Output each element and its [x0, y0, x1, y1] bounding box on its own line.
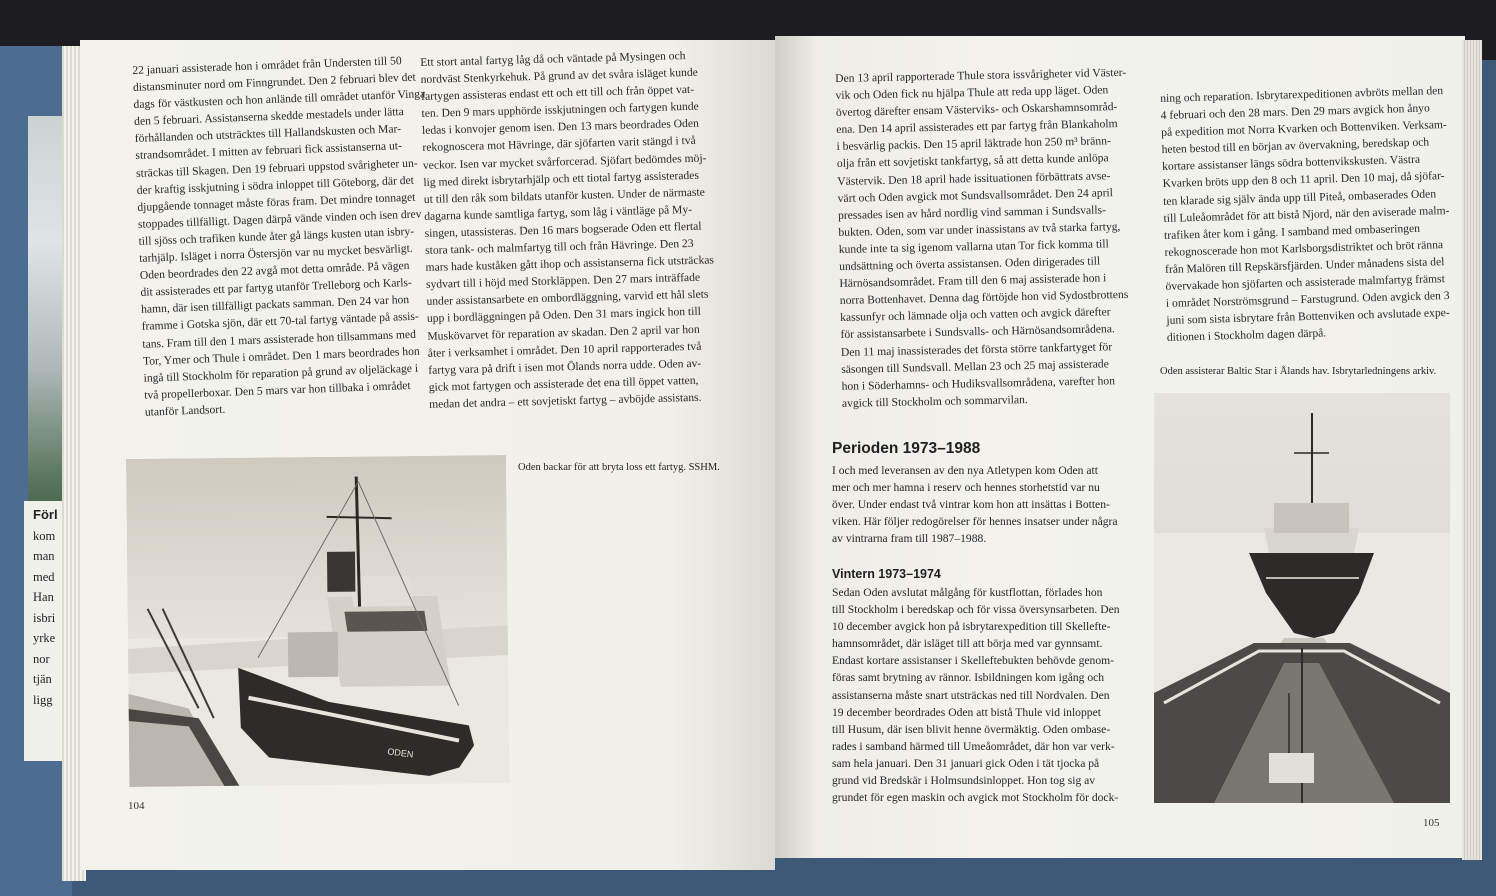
right-col2-line: i området Norströmsgrund – Farstugrund. Oden avgick den 3	[1165, 289, 1450, 311]
right-col1-line: värt och Oden avgick mot Sundsvallsområdet. Den 24 april	[837, 185, 1114, 205]
left-col1-line: djupgående tonnaget måste föras fram. Det mindre tonnaget	[137, 190, 416, 214]
left-col2-line: gick mot fartygen och assisterade det ena till öppet vatten,	[428, 373, 699, 394]
left-col2-line: veckor. Isen var mycket svårforcerad. Sjöfart bedömdes möj-	[422, 151, 707, 172]
left-col2-line: upp i bordläggningen på Oden. Den 31 mars ingick hon till	[426, 305, 702, 326]
right-col1-line: i besvärlig packis. Den 15 april läktrade hon 250 m³ bränn-	[836, 134, 1111, 154]
left-col2-line: Ett stort antal fartyg låg då och väntade på Mysingen och	[420, 49, 686, 69]
right-col1-line: undsättning och överta assistansen. Oden dirigerades till	[838, 254, 1101, 273]
left-col2-line: rekognoscera mot Hävringe, där sjöfarten varit stängd i två	[422, 134, 696, 155]
right-col2-line: Kvarken bröts upp den 8 och 11 april. Den 10 maj, då sjöfar-	[1162, 169, 1445, 191]
right-col1-line: Västervik. Den 18 april hade issituationen förbättrats avse-	[837, 168, 1111, 188]
right-col1-line: Den 11 maj inassisterades det första större tankfartyget för	[840, 339, 1113, 359]
left-col1-line: tans. Fram till den 1 mars assisterade hon tillsammans med	[142, 327, 417, 351]
winter-line: sam hela januari. Den 31 januari gick Oden i tät tjocka på	[832, 756, 1100, 770]
background-book-line: man	[33, 549, 55, 563]
ship-name-label: ODEN	[386, 746, 414, 760]
left-col1-line: Tor, Ymer och Thule i området. Den 1 mars beordrades hon	[142, 344, 420, 368]
left-col2-line: dagarna kunde samtliga fartyg, som låg i väntläge på My-	[424, 202, 693, 223]
period-intro-line: I och med leveransen av den nya Atletypen kom Oden att	[832, 464, 1098, 477]
background-book-line: Han	[33, 590, 54, 604]
winter-line: till Stockholm i beredskap och för vissa översynsarbeten. Den	[832, 603, 1120, 617]
right-col2-line: från Malören till Repskärsfjärden. Under månadens sista del	[1164, 255, 1445, 276]
right-col2-line: 4 februari och den 28 mars. Den 29 mars avgick hon ånyo	[1160, 101, 1430, 123]
left-col1-line: tarhjälp. Isläget i norra Östersjön var nu mycket besvärligt.	[138, 241, 413, 265]
left-col2-line: mars hade kuståken gått ihop och assistanserna fick utsträckas	[425, 253, 715, 275]
right-col1-line: norra Bottenhavet. Denna dag förtöjde hon vid Sydostbrottens	[839, 288, 1129, 308]
right-col1-line: bukten. Oden, som var under inassistans av två starka fartyg,	[838, 219, 1121, 239]
winter-line: Sedan Oden avslutat målgång för kustflottan, förlades hon	[832, 586, 1103, 599]
winter-text	[832, 584, 1137, 806]
oden-assisting-baltic-star-photo	[1154, 393, 1450, 803]
left-col2-line: fartygen assisteras endast ett och ett till och från öppet vat-	[420, 83, 695, 104]
winter-line: till Husum, där isen blivit henne övermäktig. Oden ombase-	[832, 722, 1111, 736]
winter-line: rades i samband härmed till Umeåområdet, där hon var verk-	[832, 739, 1115, 753]
right-col2-line: ditionen i Stockholm dagen därpå.	[1166, 326, 1327, 345]
left-col1-line: 22 januari assisterade hon i området från Understen till 50	[132, 54, 402, 77]
background-book-line: isbri	[33, 610, 56, 625]
right-page-edges	[1462, 40, 1482, 860]
left-col1-line: ingå till Stockholm för reparation på grund av oljeläckage i	[143, 361, 419, 385]
left-col1-line: der kraftig isskjutning i södra inloppet till Göteborg, där det	[136, 173, 415, 197]
winter-line: 10 december avgick hon på isbrytarexpedition till Skellefte-	[832, 620, 1111, 634]
right-col2-line: ning och reparation. Isbrytarexpeditionen avbröts mellan den	[1160, 84, 1444, 105]
right-col1-line: avgick till Stockholm och sommarvilan.	[841, 392, 1028, 410]
background-book-line: ligg	[33, 692, 53, 707]
left-page-number: 104	[128, 800, 145, 812]
period-intro-text	[832, 462, 1137, 547]
right-page-number: 105	[1423, 817, 1440, 829]
left-col1-line: framme i Gotska sjön, där ett 70-tal fartyg väntade på assis-	[141, 310, 419, 334]
right-col1-line: säsongen till Sundsvall. Mellan 23 och 25 maj assisterade	[841, 356, 1109, 376]
left-col2-line: sydvart till i höjd med Storkläppen. Den 27 mars inträffade	[425, 270, 701, 292]
left-col1-line: utanför Landsort.	[144, 402, 226, 419]
left-col2-line: singen, utassisteras. Den 16 mars bogserade Oden ett flertal	[424, 219, 702, 240]
left-col1-line: strandsområdet. I mitten av februari fick assistanserna ut-	[135, 139, 403, 163]
left-col1-line: två propellerboxar. Den 5 mars var hon tillbaka i området	[143, 378, 411, 402]
period-intro-line: över. Under endast två vintrar kom hon att insättas i Botten-	[832, 498, 1110, 512]
right-col2-line: till Luleåområdet för att bistå Njord, när den aviserade malm-	[1163, 203, 1450, 225]
left-col2-line: ten. Den 9 mars upphörde isskjutningen och fartygen kunde	[421, 100, 699, 121]
winter-line: föras samt brytning av rännor. Isbildningen kom igång och	[832, 671, 1105, 685]
left-col1-line: sträckas till Skagen. Den 19 februari uppstod svårigheter un-	[135, 156, 418, 180]
right-col1-line: Härnösandsområdet. Fram till den 6 maj assisterade hon i	[839, 271, 1107, 291]
right-col1-line: ena. Den 14 april assisterades ett par fartyg från Blankaholm	[836, 117, 1118, 137]
icebreaker-oden-photo	[126, 455, 509, 787]
background-book-photo	[28, 116, 62, 536]
period-intro-line: av vintrarna fram till 1987–1988.	[832, 532, 987, 546]
right-col1-line: hon i Söderhamns- och Hudiksvallsområdena, varefter hon	[841, 373, 1116, 393]
background-book-line: tjän	[33, 672, 52, 686]
right-photo-caption: Oden assisterar Baltic Star i Ålands hav. Isbrytarledningens arkiv.	[1160, 366, 1437, 377]
right-col2-line: trafiken åter kom i gång. I samband med ombaseringen	[1163, 221, 1421, 242]
left-col1-line: till sjöss och trafiken kunde åter gå längs kusten utan isbry-	[138, 224, 415, 248]
period-intro-line: mer och mer hamna i reserv och hennes storhetstid var nu	[832, 481, 1100, 495]
left-photo-caption: Oden backar för att bryta loss ett fartyg. SSHM.	[518, 462, 720, 473]
winter-line: grund vid Bredskär i Holmsundsinloppet. Hon tog sig av	[832, 774, 1096, 788]
background-book-line: nor	[33, 651, 50, 666]
winter-line: hamnsområdet, där isläget till att börja med var gynnsamt.	[832, 637, 1103, 651]
left-col2-line: stora tank- och malmfartyg till och från Hävringe. Den 23	[424, 236, 694, 257]
left-col1-line: dags för västkusten och hon anlände till området utanför Vinga	[133, 87, 426, 112]
left-col1-line: förhållanden och utsträcktes till Hallandskusten och Mar-	[134, 122, 402, 146]
left-col2-line: ledas i konvojer genom isen. Den 13 mars beordrades Oden	[421, 117, 699, 138]
left-col1-line: distansminuter nord om Finngrundet. Den 2 februari blev det	[132, 70, 417, 95]
left-col1-line: den 5 februari. Assistanserna skedde mestadels under lätta	[133, 105, 405, 129]
left-col1-line: Oden beordrades den 22 avgå mot detta område. På vägen	[139, 259, 410, 282]
right-page-column-2	[1160, 82, 1462, 347]
right-col2-line: på expedition mot Norra Kvarken och Bottenviken. Verksam-	[1161, 118, 1447, 140]
right-page-column-1	[835, 64, 1147, 412]
right-col2-line: övervakade hon sjöfarten och assisterade malmfartyg främst	[1165, 272, 1445, 293]
right-col2-line: heten bestod till en början av övervakning, beredskap och	[1161, 135, 1430, 157]
left-col2-line: lig med direkt isbrytarhjälp och ett tiotal fartyg assisterades	[423, 168, 700, 189]
left-page-column-2	[420, 46, 734, 413]
right-col1-line: olja från ett sovjetiskt tankfartyg, så att detta kunde anlöpa	[836, 151, 1109, 171]
winter-line: assistanserna måste snart utsträckas ned till Nordvalen. Den	[832, 688, 1110, 702]
period-intro-line: viken. Här följer redogörelser för hennes insatser under några	[832, 515, 1118, 529]
left-col2-line: Muskövarvet för reparation av skadan. Den 2 april var hon	[427, 322, 700, 343]
winter-line: 19 december beordrades Oden att bistå Thule vid inloppet	[832, 705, 1101, 719]
background-book-line: med	[33, 569, 55, 584]
right-col2-line: juni som sista isbrytare från Bottenviken och avslutade expe-	[1166, 306, 1450, 328]
right-col1-line: kassunfyr och lämnade olja och vatten och avgick därefter	[840, 305, 1111, 325]
right-col2-line: ten klarade sig själv ända upp till Piteå, ombaserades Oden	[1162, 186, 1437, 208]
right-col1-line: pressades isen av hård nordlig vind samman i Sundsvalls-	[837, 203, 1107, 222]
left-col1-line: stoppades tillfälligt. Dagen därpå vände vinden och isen drev	[137, 207, 422, 231]
right-col1-line: vik och Oden fick nu hjälpa Thule att reda upp läget. Oden	[835, 83, 1109, 103]
right-col2-line: kortare assistanser längs södra bottenvikskusten. Västra	[1161, 153, 1421, 174]
left-col2-line: ut till den råk som bildats utanför kusten. Under de närmaste	[423, 185, 705, 206]
right-col2-line: rekognoscerade hon mot Karlsborgsdistriktet och bröt ränna	[1164, 238, 1444, 259]
heading-period-1973-1988: Perioden 1973–1988	[832, 440, 981, 457]
background-book-heading: Förl	[33, 507, 58, 522]
right-col1-line: Den 13 april rapporterade Thule stora issvårigheter vid Väster-	[835, 65, 1127, 85]
right-col1-line: övertog därefter ensam Västerviks- och Oskarshamnsområd-	[835, 100, 1118, 120]
left-page-column-1	[132, 52, 426, 421]
winter-line: grundet för egen maskin och avgick mot Stockholm för dock-	[832, 791, 1119, 805]
right-col1-line: kunde inte ta sig igenom vallarna utan Tor fick komma till	[838, 237, 1109, 256]
left-col1-line: dit assisterades ett par fartyg utanför Trelleborg och Karls-	[140, 276, 413, 300]
background-book-line: yrke	[33, 631, 56, 645]
left-col2-line: medan det andra – ett sovjetiskt fartyg – avböjde assistans.	[429, 390, 702, 411]
left-col2-line: under assistansarbete en ombordläggning, varvid ett hål slets	[426, 287, 709, 309]
heading-winter-1973-1974: Vintern 1973–1974	[832, 567, 941, 581]
background-book-line: kom	[33, 528, 56, 543]
left-col1-line: hamn, där isen tillfälligt packats samman. Den 24 var hon	[140, 293, 410, 317]
left-col2-line: nordväst Stenkyrkehuk. På grund av det svåra isläget kunde	[420, 65, 698, 87]
winter-line: Endast kortare assistanser i Skelleftebukten behövde genom-	[832, 654, 1115, 668]
left-col2-line: åter i verksamhet i området. Den 10 april rapporterades två	[427, 339, 702, 360]
right-col1-line: för assistansarbete i Sundsvalls- och Härnösandsområdena.	[840, 322, 1115, 342]
left-col2-line: fartyg vara på drift i isen mot Ölands norra udde. Oden av-	[428, 356, 702, 377]
